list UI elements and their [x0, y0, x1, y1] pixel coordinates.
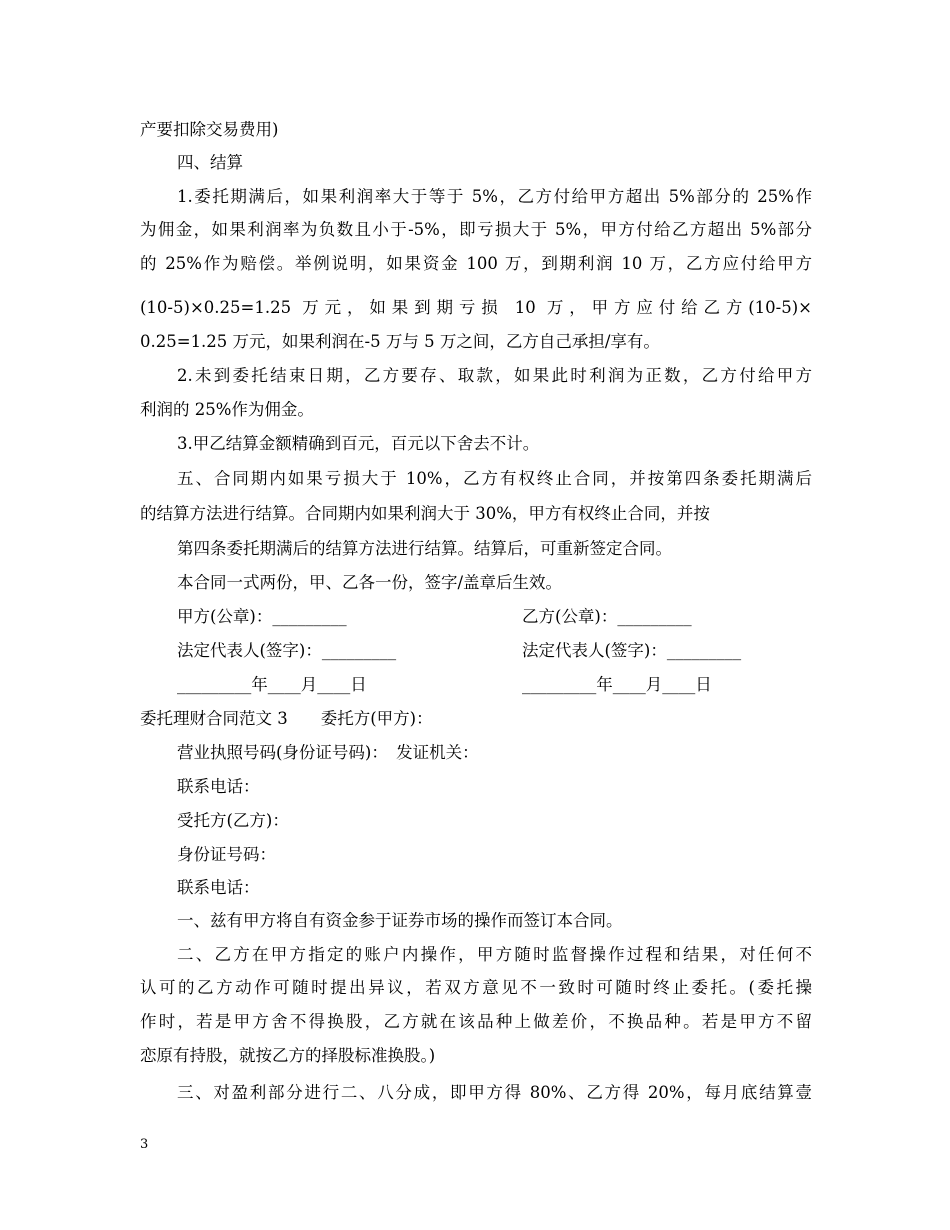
text-line: 联系电话： — [177, 777, 260, 796]
text-line: 受托方(乙方)： — [177, 811, 289, 830]
text-line: 作时，若是甲方舍不得换股，乙方就在该品种上做差价，不换品种。若是甲方不留 — [140, 1012, 812, 1031]
party-b-representative-field: 法定代表人(签字)：_________ — [522, 641, 742, 660]
text-line: 营业执照号码(身份证号码)： 发证机关： — [177, 743, 479, 762]
party-a-representative-field: 法定代表人(签字)：_________ — [177, 641, 397, 660]
party-a-seal-field: 甲方(公章)：_________ — [177, 607, 347, 626]
section-heading: 四、结算 — [177, 153, 243, 172]
text-line: (10-5)×0.25=1.25 万元，如果到期亏损 10 万，甲方应付给乙方(10-5)× — [140, 298, 812, 317]
text-line: 的 25%作为赔偿。举例说明，如果资金 100 万，到期利润 10 万，乙方应付给甲方 — [140, 254, 812, 273]
text-line: 产要扣除交易费用) — [140, 120, 279, 139]
text-line: 认可的乙方动作可随时提出异议，若双方意见不一致时可随时终止委托。(委托操 — [140, 978, 812, 997]
text-line: 的结算方法进行结算。合同期内如果利润大于 30%，甲方有权终止合同，并按 — [140, 504, 710, 523]
party-b-seal-field: 乙方(公章)：_________ — [522, 607, 692, 626]
text-line: 身份证号码： — [177, 845, 276, 864]
text-line: 一、兹有甲方将自有资金参于证券市场的操作而签订本合同。 — [177, 911, 623, 930]
text-line: 恋原有持股，就按乙方的择股标准换股。) — [140, 1046, 436, 1065]
party-b-date-field: _________年____月____日 — [522, 675, 712, 694]
text-line: 三、对盈利部分进行二、八分成，即甲方得 80%、乙方得 20%，每月底结算壹 — [177, 1083, 812, 1102]
text-line: 为佣金，如果利润率为负数且小于-5%，即亏损大于 5%，甲方付给乙方超出 5%部分 — [140, 220, 812, 239]
text-line: 五、合同期内如果亏损大于 10%，乙方有权终止合同，并按第四条委托期满后 — [177, 469, 812, 488]
text-line: 3.甲乙结算金额精确到百元，百元以下舍去不计。 — [177, 434, 540, 453]
text-line: 联系电话： — [177, 878, 260, 897]
text-line: 0.25=1.25 万元，如果利润在-5 万与 5 万之间，乙方自己承担/享有。 — [140, 332, 660, 351]
text-line: 二、乙方在甲方指定的账户内操作，甲方随时监督操作过程和结果，对任何不 — [177, 945, 812, 964]
text-line: 2.未到委托结束日期，乙方要存、取款，如果此时利润为正数，乙方付给甲方 — [177, 366, 812, 385]
text-line: 第四条委托期满后的结算方法进行结算。结算后，可重新签定合同。 — [177, 539, 672, 558]
text-line: 本合同一式两份，甲、乙各一份，签字/盖章后生效。 — [177, 573, 563, 592]
text-line: 利润的 25%作为佣金。 — [140, 400, 314, 419]
text-line: 1.委托期满后，如果利润率大于等于 5%，乙方付给甲方超出 5%部分的 25%作 — [177, 187, 812, 206]
page-number: 3 — [140, 1137, 149, 1152]
document-title-line: 委托理财合同范文 3 委托方(甲方)： — [140, 709, 433, 728]
party-a-date-field: _________年____月____日 — [177, 675, 367, 694]
